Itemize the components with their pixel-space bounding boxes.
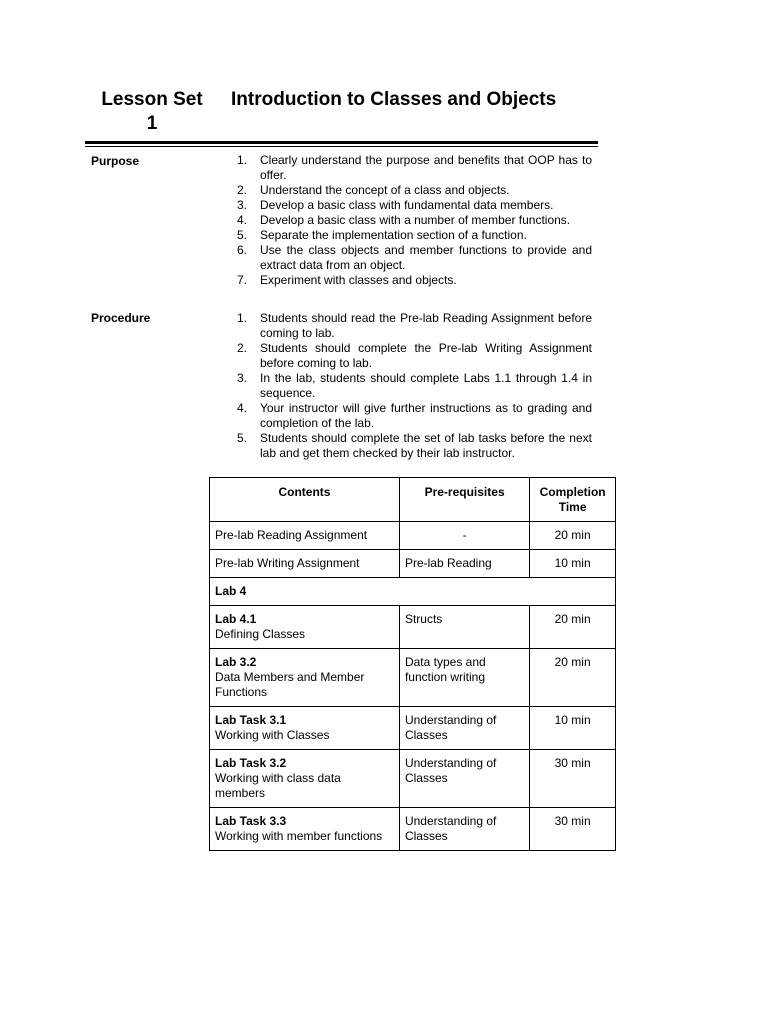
row-prereq: Understanding of Classes: [399, 808, 529, 851]
procedure-label: Procedure: [91, 311, 151, 325]
purpose-item: 4. Develop a basic class with a number of member functions.: [237, 213, 571, 227]
row-prereq: Understanding of Classes: [399, 750, 529, 808]
header-completion-time: Completion Time: [530, 478, 616, 522]
row-prereq: Data types and function writing: [399, 649, 529, 707]
row-content: Pre-lab Writing Assignment: [210, 550, 400, 578]
lesson-set-title: [92, 88, 212, 136]
row-content: Defining Classes: [215, 627, 306, 641]
row-title: Lab 3.2: [215, 655, 257, 669]
procedure-list: [232, 311, 592, 461]
table-row: [210, 808, 616, 851]
procedure-item: 3. In the lab, students should complete Labs 1.1 through 1.4 in sequence.: [237, 371, 592, 400]
row-content: Pre-lab Reading Assignment: [210, 522, 400, 550]
table-section-row: [210, 578, 616, 606]
row-time: 30 min: [530, 750, 616, 808]
purpose-item: 3. Develop a basic class with fundamental data members.: [237, 198, 554, 212]
procedure-item: 1. Students should read the Pre-lab Reading Assignment before coming to lab.: [237, 311, 592, 340]
row-content: Working with member functions: [215, 829, 383, 843]
table-row: [210, 550, 616, 578]
lesson-set-number: 1: [146, 113, 158, 134]
row-time: 20 min: [530, 606, 616, 649]
lesson-title: Introduction to Classes and Objects: [231, 89, 557, 110]
purpose-item: 2. Understand the concept of a class and objects.: [237, 183, 510, 197]
row-title: Lab Task 3.3: [215, 814, 287, 828]
row-content: Working with Classes: [215, 728, 330, 742]
procedure-item: 4. Your instructor will give further instructions as to grading and completion of the lab.: [237, 401, 592, 430]
row-prereq: -: [399, 522, 529, 550]
contents-table: [209, 477, 616, 851]
row-content: Data Members and Member Functions: [215, 670, 365, 699]
row-prereq: Pre-lab Reading: [399, 550, 529, 578]
row-cell: [210, 649, 400, 707]
row-prereq: Understanding of Classes: [399, 707, 529, 750]
purpose-label: Purpose: [91, 154, 140, 168]
title-rule-thick: [85, 141, 598, 144]
row-time: 20 min: [530, 649, 616, 707]
lesson-set-label: Lesson Set: [101, 89, 203, 110]
table-header-row: [210, 478, 616, 522]
row-cell: [210, 750, 400, 808]
row-title: Lab Task 3.2: [215, 756, 287, 770]
row-content: Working with class data members: [215, 771, 341, 800]
row-title: Lab Task 3.1: [215, 713, 287, 727]
table-row: [210, 707, 616, 750]
row-time: 20 min: [530, 522, 616, 550]
row-cell: [210, 606, 400, 649]
header-prerequisites: Pre-requisites: [399, 478, 529, 522]
table-row: [210, 606, 616, 649]
row-cell: [210, 707, 400, 750]
row-title: Lab 4.1: [215, 612, 257, 626]
procedure-item: 5. Students should complete the set of lab tasks before the next lab and get them checked by their lab instructor.: [237, 431, 592, 460]
purpose-item: 6. Use the class objects and member functions to provide and extract data from an object.: [237, 243, 592, 272]
row-time: 30 min: [530, 808, 616, 851]
row-time: 10 min: [530, 550, 616, 578]
header-contents: Contents: [210, 478, 400, 522]
table-row: [210, 522, 616, 550]
purpose-list: [232, 153, 592, 288]
procedure-item: 2. Students should complete the Pre-lab Writing Assignment before coming to lab.: [237, 341, 592, 370]
purpose-item: 1. Clearly understand the purpose and benefits that OOP has to offer.: [237, 153, 592, 182]
title-rule-thin: [85, 146, 598, 147]
row-cell: [210, 808, 400, 851]
row-time: 10 min: [530, 707, 616, 750]
table-row: [210, 649, 616, 707]
row-prereq: Structs: [399, 606, 529, 649]
section-title: Lab 4: [215, 584, 247, 598]
purpose-item: 7. Experiment with classes and objects.: [237, 273, 457, 287]
purpose-item: 5. Separate the implementation section of a function.: [237, 228, 527, 242]
table-row: [210, 750, 616, 808]
